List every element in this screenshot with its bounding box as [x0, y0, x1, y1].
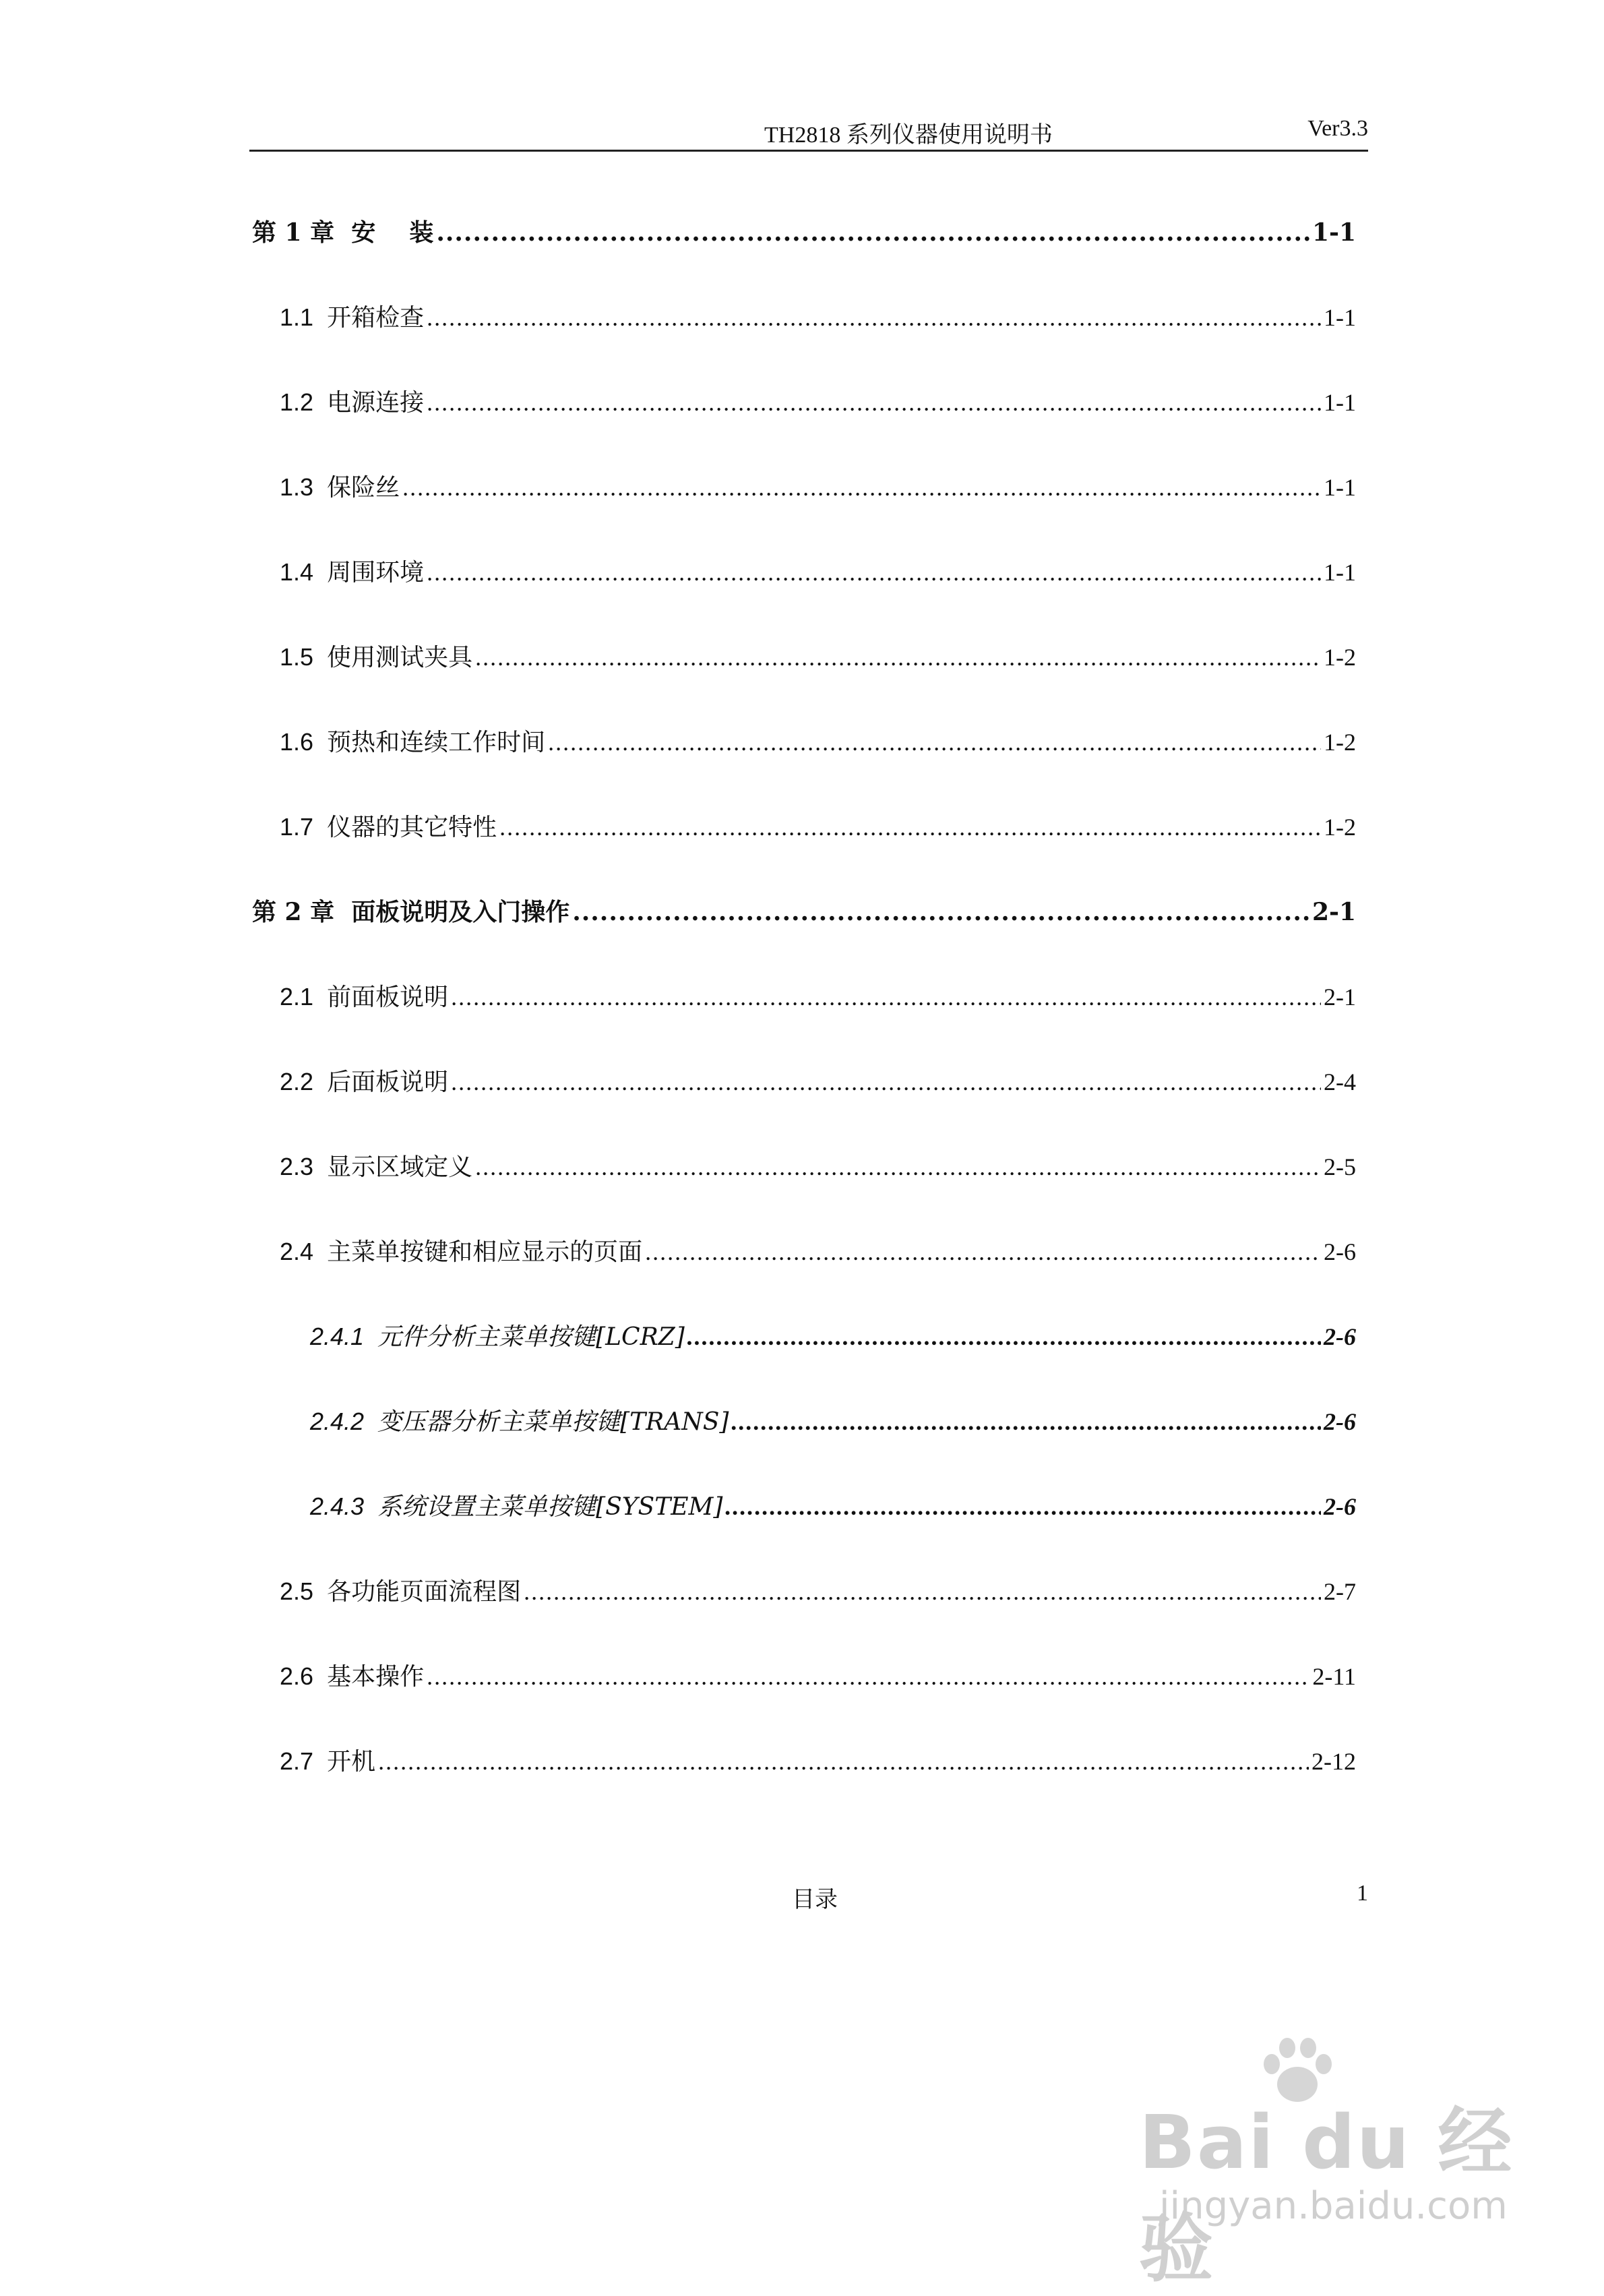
- toc-dot-leader: [475, 1147, 1321, 1187]
- toc-dot-leader: [687, 1317, 1321, 1357]
- watermark-logo-text: Bai du 经验: [1139, 2099, 1514, 2292]
- toc-number: 2.5: [280, 1577, 328, 1605]
- toc-title: 仪器的其它特性: [327, 814, 497, 841]
- toc-dot-leader: [475, 637, 1321, 677]
- toc-title: 开机: [327, 1748, 376, 1776]
- toc-page-number: 1-2: [1324, 814, 1356, 841]
- toc-title: 面板说明及入门操作: [351, 898, 570, 926]
- toc-section-row[interactable]: [280, 1656, 1356, 1697]
- toc-page-number: 1-1: [1324, 559, 1356, 586]
- page-footer: [249, 1881, 1368, 1914]
- toc-section-row[interactable]: [280, 637, 1356, 677]
- toc-dot-leader: [378, 1741, 1309, 1782]
- toc-title: 保险丝: [327, 474, 400, 502]
- toc-page-number: 2-6: [1324, 1238, 1356, 1265]
- toc-title: 使用测试夹具: [327, 644, 473, 671]
- toc-section-row[interactable]: [280, 467, 1356, 508]
- toc-page-number: 1-2: [1324, 644, 1356, 671]
- toc-number: 2.4.2: [310, 1408, 378, 1435]
- toc-number: 1.1: [280, 303, 328, 331]
- footer-page-number: 1: [1357, 1881, 1368, 1906]
- toc-subsection-row[interactable]: [310, 1317, 1356, 1357]
- toc-title: 元件分析主菜单按键[LCRZ]: [377, 1323, 685, 1351]
- toc-number: 2.1: [280, 983, 328, 1010]
- toc-number: 1.6: [280, 728, 328, 756]
- toc-dot-leader: [427, 297, 1321, 338]
- toc-dot-leader: [725, 1486, 1321, 1527]
- toc-dot-leader: [427, 382, 1321, 423]
- toc-number: 2.4.1: [310, 1323, 378, 1350]
- toc-section-row[interactable]: [280, 1571, 1356, 1612]
- toc-subsection-row[interactable]: [310, 1401, 1356, 1442]
- toc-title: 后面板说明: [327, 1068, 449, 1096]
- toc-page-number: 2-7: [1324, 1578, 1356, 1605]
- watermark-url-text: jingyan.baidu.com: [1159, 2184, 1508, 2228]
- toc-page-number: 2-1: [1324, 984, 1356, 1010]
- toc-dot-leader: [427, 1656, 1309, 1697]
- toc-dot-leader: [524, 1571, 1321, 1612]
- toc-number: 1.3: [280, 473, 328, 501]
- toc-number: 2.7: [280, 1747, 328, 1775]
- toc-number: 1.2: [280, 388, 328, 416]
- toc-page-number: 1-1: [1324, 304, 1356, 331]
- toc-dot-leader: [731, 1401, 1321, 1442]
- toc-title: 系统设置主菜单按键[SYSTEM]: [377, 1493, 723, 1521]
- toc-page-number: 2-11: [1312, 1663, 1356, 1690]
- toc-number: 2.4: [280, 1238, 328, 1265]
- toc-title: 开箱检查: [327, 304, 425, 332]
- toc-dot-leader: [451, 1062, 1321, 1102]
- toc-chapter-row[interactable]: [252, 212, 1356, 253]
- toc-title: 安 装: [351, 218, 434, 247]
- toc-title: 显示区域定义: [327, 1153, 473, 1181]
- toc-title: 基本操作: [327, 1663, 425, 1691]
- toc-page-number: 2-6: [1324, 1493, 1356, 1520]
- toc-number: 第 1 章: [252, 218, 352, 247]
- toc-title: 周围环境: [327, 559, 425, 586]
- toc-title: 预热和连续工作时间: [327, 729, 546, 756]
- toc-number: 1.4: [280, 558, 328, 586]
- toc-page-number: 1-2: [1324, 729, 1356, 756]
- toc-section-row[interactable]: [280, 807, 1356, 847]
- toc-number: 第 2 章: [252, 898, 352, 926]
- toc-title: 前面板说明: [327, 984, 449, 1011]
- toc-page-number: 2-6: [1324, 1408, 1356, 1435]
- toc-number: 2.6: [280, 1662, 328, 1690]
- baidu-jingyan-watermark: [1139, 2016, 1570, 2292]
- toc-dot-leader: [436, 212, 1309, 253]
- toc-section-row[interactable]: [280, 1062, 1356, 1102]
- toc-page-number: 1-1: [1324, 474, 1356, 501]
- toc-section-row[interactable]: [280, 1232, 1356, 1272]
- document-title: TH2818 系列仪器使用说明书: [764, 123, 1053, 148]
- toc-dot-leader: [572, 892, 1309, 932]
- toc-subsection-row[interactable]: [310, 1486, 1356, 1527]
- toc-number: 2.4.3: [310, 1492, 378, 1520]
- toc-section-row[interactable]: [280, 722, 1356, 762]
- toc-page-number: 2-12: [1312, 1748, 1356, 1775]
- toc-dot-leader: [645, 1232, 1321, 1272]
- toc-section-row[interactable]: [280, 1741, 1356, 1782]
- toc-dot-leader: [548, 722, 1321, 762]
- toc-page-number: 2-5: [1324, 1153, 1356, 1180]
- toc-page-number: 2-1: [1312, 898, 1356, 926]
- toc-section-row[interactable]: [280, 552, 1356, 593]
- toc-number: 1.5: [280, 643, 328, 671]
- toc-title: 变压器分析主菜单按键[TRANS]: [377, 1408, 729, 1436]
- toc-section-row[interactable]: [280, 382, 1356, 423]
- toc-dot-leader: [402, 467, 1321, 508]
- toc-dot-leader: [499, 807, 1321, 847]
- toc-page-number: 1-1: [1312, 218, 1356, 247]
- toc-number: 1.7: [280, 813, 328, 841]
- toc-page-number: 2-4: [1324, 1068, 1356, 1095]
- toc-number: 2.3: [280, 1153, 328, 1180]
- toc-section-row[interactable]: [280, 297, 1356, 338]
- toc-title: 各功能页面流程图: [327, 1578, 522, 1606]
- document-version: Ver3.3: [1307, 116, 1368, 141]
- toc-title: 主菜单按键和相应显示的页面: [327, 1238, 643, 1266]
- toc-dot-leader: [427, 552, 1321, 593]
- toc-page-number: 2-6: [1324, 1323, 1356, 1350]
- toc-number: 2.2: [280, 1068, 328, 1095]
- toc-section-row[interactable]: [280, 977, 1356, 1017]
- toc-page-number: 1-1: [1324, 389, 1356, 416]
- toc-section-row[interactable]: [280, 1147, 1356, 1187]
- footer-section-name: 目录: [792, 1886, 838, 1913]
- toc-chapter-row[interactable]: [252, 892, 1356, 932]
- toc-dot-leader: [451, 977, 1321, 1017]
- toc-title: 电源连接: [327, 389, 425, 417]
